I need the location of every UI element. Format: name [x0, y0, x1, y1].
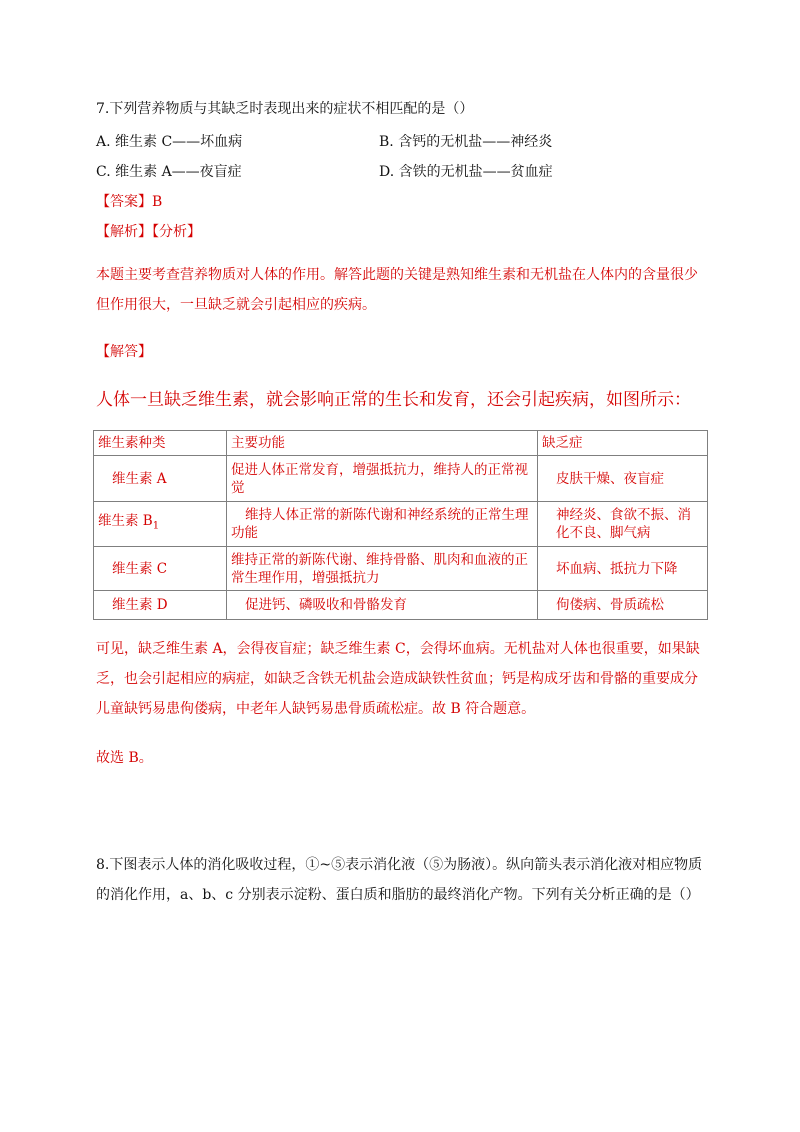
- table-row: [94, 502, 708, 547]
- table-cell-text: 维生素 B: [98, 513, 153, 530]
- table-header-cell: 缺乏症: [538, 431, 708, 456]
- q7-option-a: A. 维生素 C——坏血病: [96, 134, 243, 150]
- table-cell: 维生素 C: [94, 547, 227, 591]
- q7-answer: 【答案】B: [96, 194, 163, 210]
- table-header-cell: 主要功能: [227, 431, 538, 456]
- table-cell: 促进人体正常发育，增强抵抗力，维持人的正常视觉: [227, 456, 538, 502]
- table-cell: 维生素 D: [94, 591, 227, 620]
- q7-option-b: B. 含钙的无机盐——神经炎: [379, 134, 553, 150]
- q7-stem: 7.下列营养物质与其缺乏时表现出来的症状不相匹配的是（）: [96, 101, 474, 117]
- q7-analysis-text: 本题主要考查营养物质对人体的作用。解答此题的关键是熟知维生素和无机盐在人体内的含量很少但作用很大，一旦缺乏就会引起相应的疾病。: [96, 267, 698, 313]
- table-row: [94, 547, 708, 591]
- table-cell: 维持人体正常的新陈代谢和神经系统的正常生理功能: [227, 502, 538, 547]
- table-cell: 促进钙、磷吸收和骨骼发育: [227, 591, 538, 620]
- table-header-row: [94, 431, 708, 456]
- table-cell: [94, 502, 227, 547]
- table-cell: 坏血病、抵抗力下降: [538, 547, 708, 591]
- q8-stem: 8.下图表示人体的消化吸收过程，①~⑤表示消化液（⑤为肠液）。纵向箭头表示消化液对相应物质的消化作用，a、b、c 分别表示淀粉、蛋白质和脂肪的最终消化产物。下列有关分析正确的是（）: [96, 857, 703, 903]
- table-row: [94, 456, 708, 502]
- table-cell: 维持正常的新陈代谢、维持骨骼、肌肉和血液的正常生理作用，增强抵抗力: [227, 547, 538, 591]
- q7-solution-label: 【解答】: [96, 344, 152, 360]
- table-header-cell: 维生素种类: [94, 431, 227, 456]
- table-cell: 皮肤干燥、夜盲症: [538, 456, 708, 502]
- table-cell: 佝偻病、骨质疏松: [538, 591, 708, 620]
- q7-option-d: D. 含铁的无机盐——贫血症: [379, 164, 553, 180]
- table-row: [94, 591, 708, 620]
- q7-option-c: C. 维生素 A——夜盲症: [96, 164, 242, 180]
- table-cell: 维生素 A: [94, 456, 227, 502]
- q7-final: 故选 B。: [96, 750, 153, 766]
- table-cell: 神经炎、食欲不振、消化不良、脚气病: [538, 502, 708, 547]
- q7-intro: 人体一旦缺乏维生素，就会影响正常的生长和发育，还会引起疾病，如图所示：: [96, 390, 691, 410]
- q7-conclusion: 可见，缺乏维生素 A，会得夜盲症；缺乏维生素 C，会得坏血病。无机盐对人体也很重要，如果缺乏，也会引起相应的病症，如缺乏含铁无机盐会造成缺铁性贫血；钙是构成牙齿和骨骼的重要成分儿童缺钙易患佝偻病，中老年人缺钙易患骨质疏松症。故 B 符合题意。: [96, 641, 700, 717]
- subscript: 1: [152, 520, 160, 532]
- q7-analysis-label: 【解析】【分析】: [96, 224, 201, 240]
- vitamin-table: [93, 430, 708, 620]
